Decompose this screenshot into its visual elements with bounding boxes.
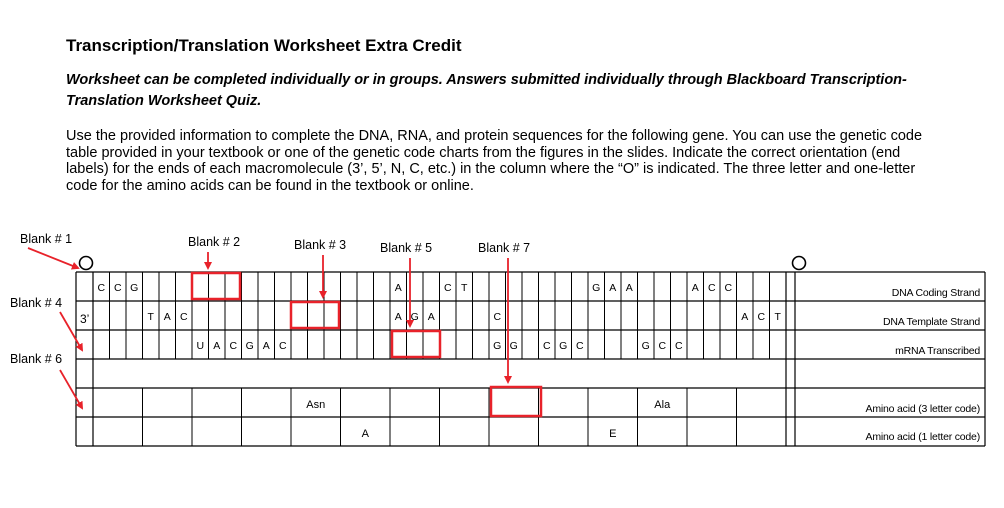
template-base: A xyxy=(427,311,435,323)
amino-acid-3-letter: Ala xyxy=(654,399,671,411)
mrna-base: U xyxy=(196,340,205,352)
coding-base: T xyxy=(461,282,468,294)
finish-end-marker xyxy=(793,257,806,270)
template-base: A xyxy=(163,311,171,323)
blank-1-arrow xyxy=(28,248,78,268)
coding-base: C xyxy=(97,282,106,294)
coding-base: A xyxy=(625,282,633,294)
blank-6-label: Blank # 6 xyxy=(10,352,63,366)
coding-base: G xyxy=(130,282,139,294)
blank-1-label: Blank # 1 xyxy=(20,232,73,246)
mrna-base: G xyxy=(559,340,568,352)
mrna-base: A xyxy=(213,340,221,352)
coding-base: A xyxy=(394,282,402,294)
blank-5-answer-box[interactable] xyxy=(392,331,440,357)
template-base: C xyxy=(493,311,502,323)
row-label-aa3: Amino acid (3 letter code) xyxy=(865,403,980,415)
blank-3-label: Blank # 3 xyxy=(294,238,347,252)
row-label-coding: DNA Coding Strand xyxy=(891,287,980,299)
template-base: G xyxy=(410,311,419,323)
mrna-base: C xyxy=(674,340,683,352)
blank-4-label: Blank # 4 xyxy=(10,296,63,310)
blank-7-label: Blank # 7 xyxy=(478,241,531,255)
mrna-base: G xyxy=(509,340,518,352)
coding-base: C xyxy=(443,282,452,294)
amino-acid-3-letter: Asn xyxy=(306,399,326,411)
mrna-base: C xyxy=(229,340,238,352)
template-5prime-end-label: 3’ xyxy=(80,312,90,326)
row-label-mrna: mRNA Transcribed xyxy=(895,345,980,357)
template-base: T xyxy=(774,311,781,323)
amino-acid-1-letter: A xyxy=(361,428,369,440)
coding-base: A xyxy=(691,282,699,294)
mrna-base: C xyxy=(575,340,584,352)
coding-base: A xyxy=(609,282,617,294)
row-label-template: DNA Template Strand xyxy=(883,316,980,328)
row-label-aa1: Amino acid (1 letter code) xyxy=(865,431,980,443)
worksheet-title: Transcription/Translation Worksheet Extra Credit xyxy=(66,36,462,55)
blank-6-arrow xyxy=(60,370,82,408)
template-base: A xyxy=(394,311,402,323)
template-base: T xyxy=(147,311,154,323)
coding-base: C xyxy=(707,282,716,294)
coding-base: C xyxy=(724,282,733,294)
template-base: C xyxy=(179,311,188,323)
worksheet-subtitle: Worksheet can be completed individually or in groups. Answers submitted individually through Blackboard Transcription-Translation Worksheet Quiz. xyxy=(66,72,907,109)
mrna-base: A xyxy=(262,340,270,352)
mrna-base: C xyxy=(278,340,287,352)
blank-7-answer-box[interactable] xyxy=(491,387,541,416)
mrna-base: G xyxy=(493,340,502,352)
mrna-base: C xyxy=(658,340,667,352)
mrna-base: G xyxy=(245,340,254,352)
template-base: C xyxy=(757,311,766,323)
mrna-base: C xyxy=(542,340,551,352)
start-end-marker xyxy=(80,257,93,270)
coding-base: G xyxy=(592,282,601,294)
blank-2-label: Blank # 2 xyxy=(188,235,241,249)
template-base: A xyxy=(741,311,749,323)
mrna-base: G xyxy=(641,340,650,352)
blank-5-label: Blank # 5 xyxy=(380,241,433,255)
blank-4-arrow xyxy=(60,312,82,350)
coding-base: C xyxy=(113,282,122,294)
worksheet-instructions: Use the provided information to complete the DNA, RNA, and protein sequences for the following gene. You can use the genetic code table provided in your textbook or one of the genetic code charts from the figures in the slides. Indicate the correct orientation (end labels) for the ends of each macromolecule (3’, 5’, N, C, etc.) in the column where the “O” is indicated. The three letter and one-letter code for the amino acids can be found in the textbook or online. xyxy=(66,128,923,194)
blank-3-answer-box[interactable] xyxy=(291,302,339,328)
amino-acid-1-letter: E xyxy=(609,428,617,440)
blank-2-answer-box[interactable] xyxy=(192,273,240,299)
